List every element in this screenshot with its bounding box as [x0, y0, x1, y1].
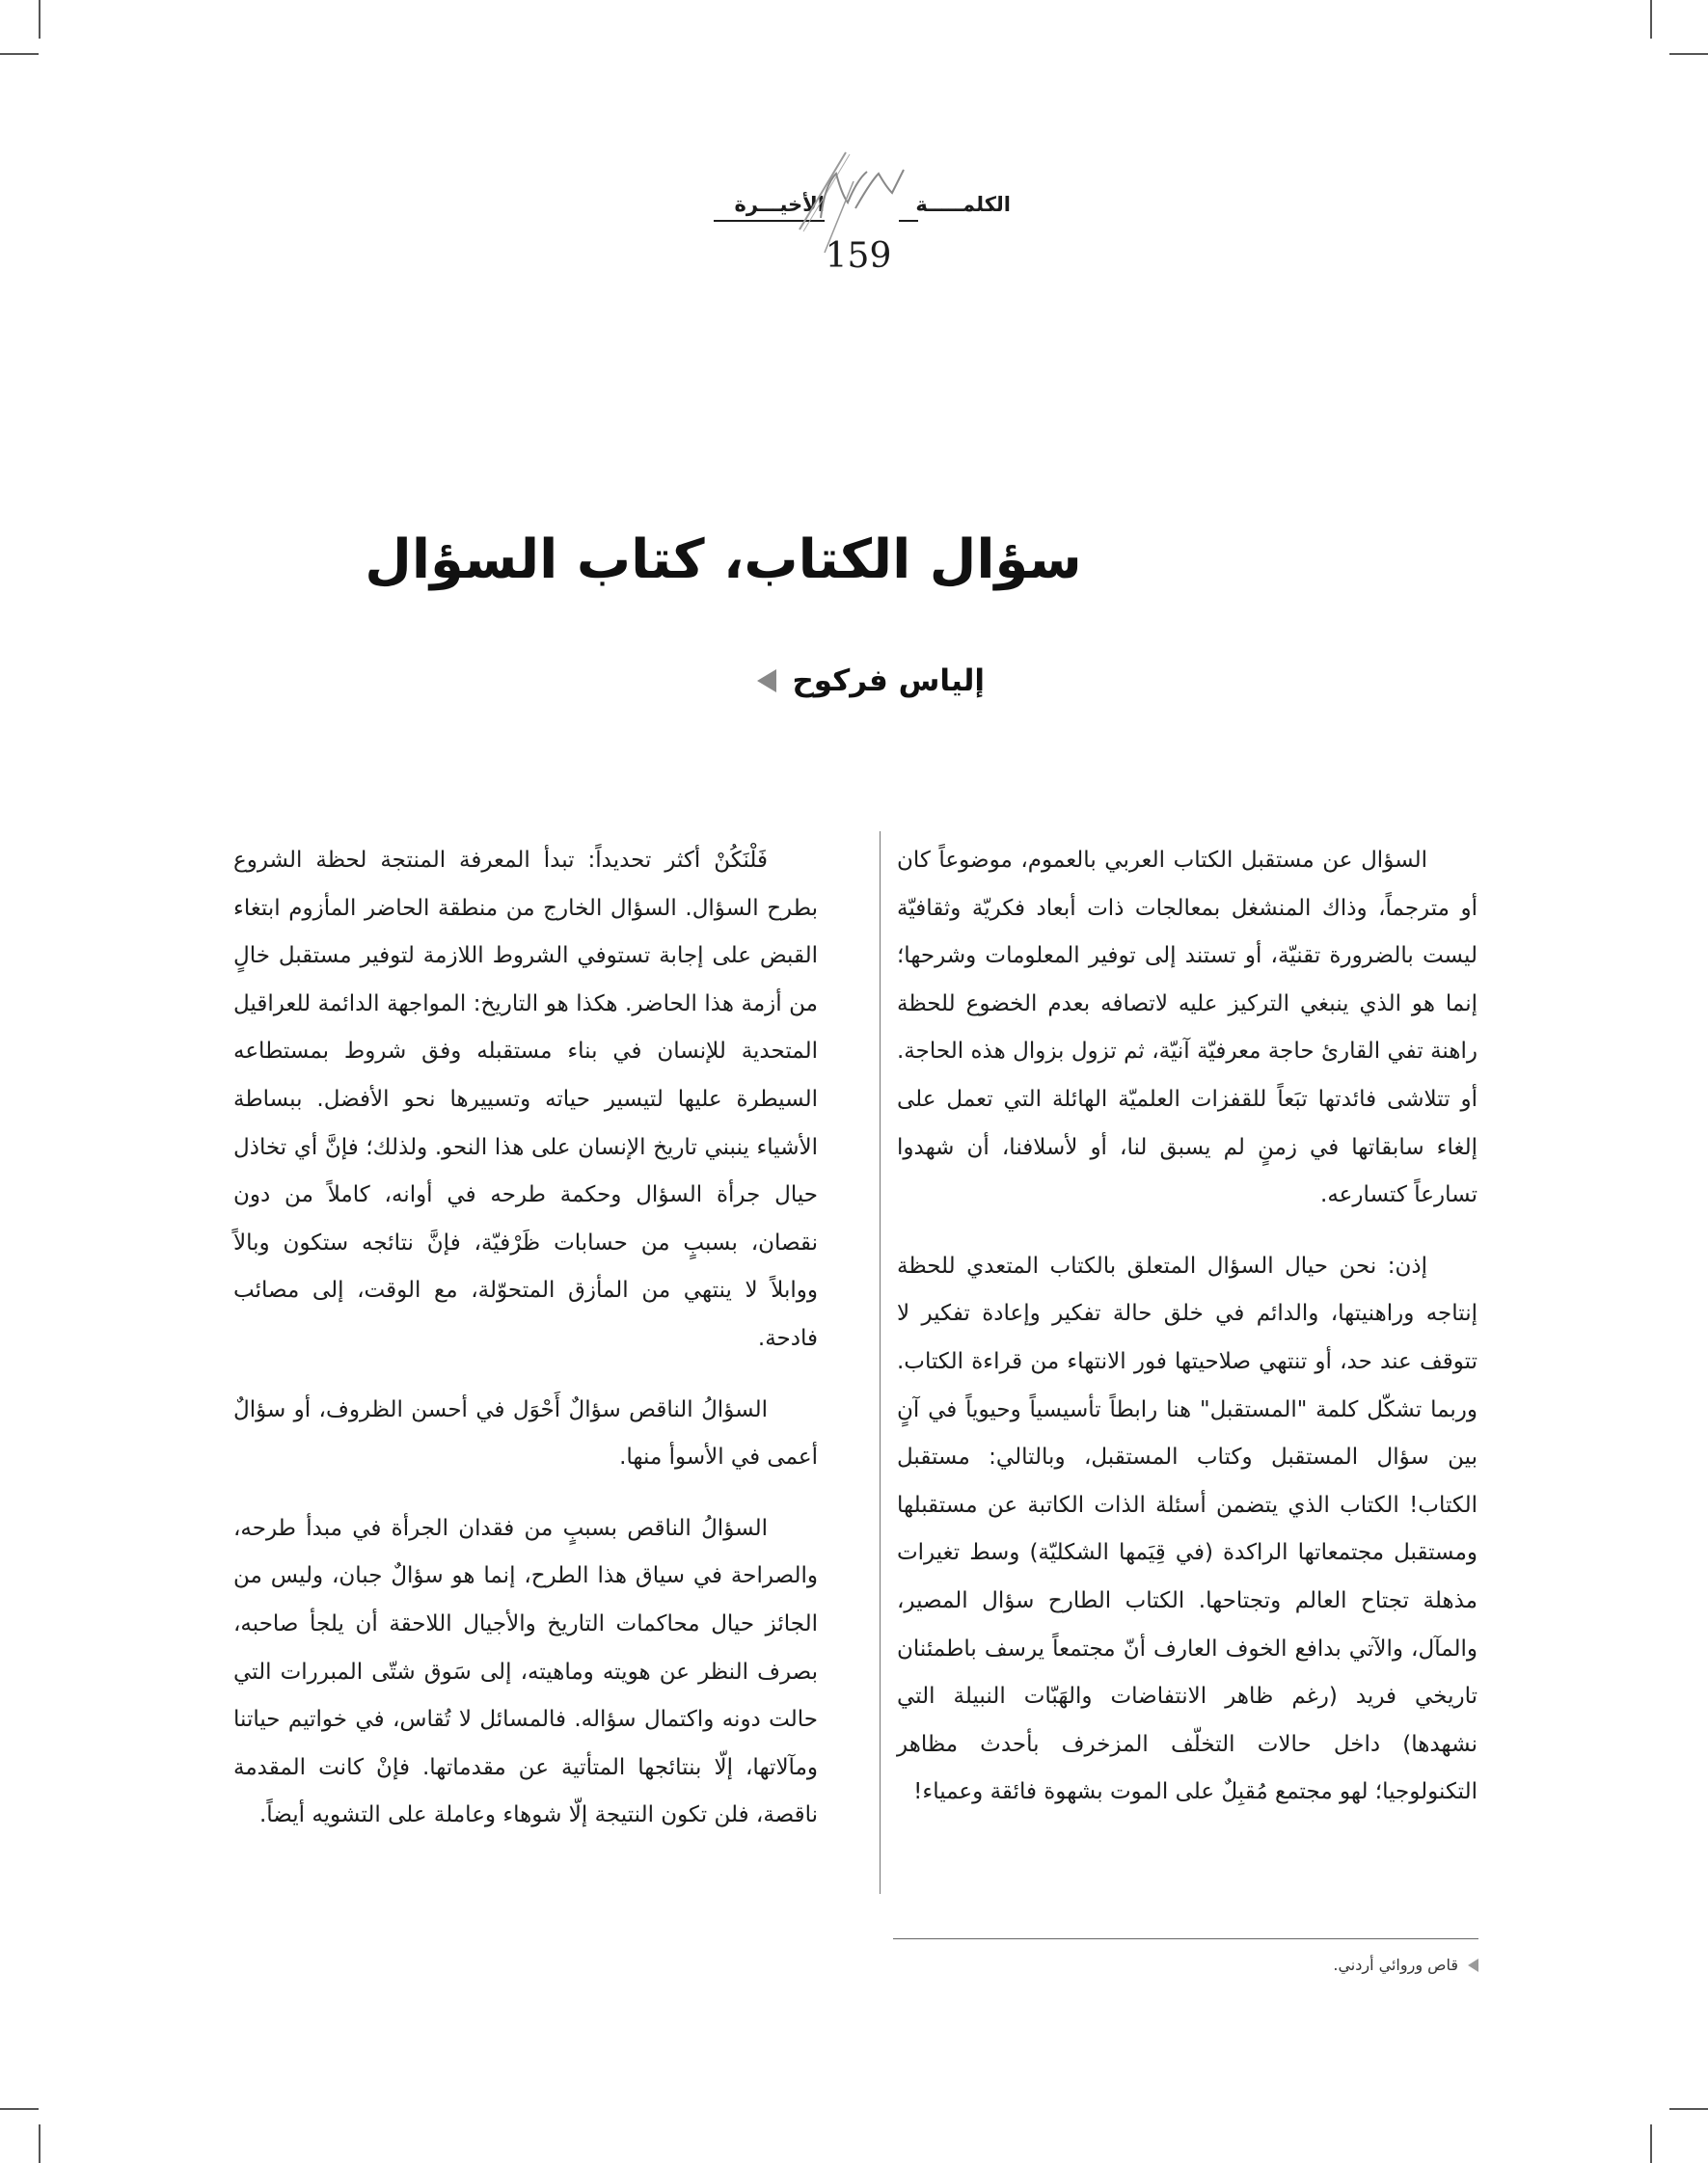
author-line [757, 663, 985, 698]
running-header [617, 145, 1119, 289]
crop-mark [39, 2124, 41, 2163]
footnote-rule [893, 1938, 1478, 1939]
section-label-2: الأخيـــرة [734, 193, 825, 216]
column-divider [880, 831, 881, 1894]
triangle-bullet-icon [1468, 1959, 1478, 1972]
article-title: سؤال الكتاب، كتاب السؤال [365, 528, 1082, 591]
footnote-text: قاص وروائي أردني. [1333, 1956, 1458, 1974]
crop-mark [0, 53, 39, 55]
triangle-bullet-icon [757, 669, 776, 692]
crop-mark [0, 2108, 39, 2110]
text-column-left [233, 837, 818, 1863]
paragraph: السؤال عن مستقبل الكتاب العربي بالعموم، موضوعاً كان أو مترجماً، وذاك المنشغل بمعالجات ذات أبعاد فكريّة وثقافيّة ليست بالضرورة تقنيّة، أو تستند إلى توفير المعلومات وشرحها؛ إنما هو الذي ينبغي التركيز عليه لاتصافه بعدم الخضوع للحظة راهنة تفي القارئ حاجة معرفيّة آنيّة، ثم تزول بزوال هذه الحاجة. أو تتلاشى فائدتها تبَعاً للقفزات العلميّة الهائلة التي تعمل على إلغاء سابقاتها في زمنٍ لم يسبق لنا، أو لأسلافنا، أن شهدوا تسارعاً كتسارعه. [897, 848, 1478, 1208]
crop-mark [1669, 53, 1708, 55]
section-label: الكلمـــــة [915, 193, 1011, 216]
paragraph: إذن: نحن حيال السؤال المتعلق بالكتاب المتعدي للحظة إنتاجه وراهنيتها، والدائم في خلق حالة تفكير وإعادة تفكير لا تتوقف عند حد، أو تنتهي صلاحيتها فور الانتهاء من قراءة الكتاب. وربما تشكّل كلمة "المستقبل" هنا رابطاً تأسيسياً وحيوياً في آنٍ بين سؤال المستقبل وكتاب المستقبل، وبالتالي: مستقبل الكتاب! الكتاب الذي يتضمن أسئلة الذات الكاتبة عن مستقبلها ومستقبل مجتمعاتها الراكدة (في قِيَمها الشكليّة) وسط تغيرات مذهلة تجتاح العالم وتجتاحها. الكتاب الطارح سؤال المصير، والمآل، والآتي بدافع الخوف العارف أنّ مجتمعاً يرسف باطمئنان تاريخي فريد (رغم ظاهر الانتفاضات والهَبّات النبيلة التي نشهدها) داخل حالات التخلّف المزخرف بأحدث مظاهر التكنولوجيا؛ لهو مجتمع مُقبِلٌ على الموت بشهوة فائقة وعمياء! [897, 1253, 1478, 1805]
author-name: إلياس فركوح [792, 663, 985, 698]
footnote [1333, 1956, 1478, 1974]
crop-mark [39, 0, 41, 39]
page-number: 159 [825, 236, 892, 276]
crop-mark [1650, 2124, 1652, 2163]
paragraph: فَلْنَكُنْ أكثر تحديداً: تبدأ المعرفة المنتجة لحظة الشروع بطرح السؤال. السؤال الخارج من منطقة الحاضر المأزوم ابتغاء القبض على إجابة تستوفي الشروط اللازمة لتوفير مستقبل خالٍ من أزمة هذا الحاضر. هكذا هو التاريخ: المواجهة الدائمة للعراقيل المتحدية للإنسان في بناء مستقبله وفق شروط بمستطاعه السيطرة عليها لتيسير حياته وتسييرها نحو الأفضل. ببساطة الأشياء ينبني تاريخ الإنسان على هذا النحو. ولذلك؛ فإنَّ أي تخاذل حيال جرأة السؤال وحكمة طرحه في أوانه، كاملاً من دون نقصان، بسببٍ من حسابات ظَرْفيّة، فإنَّ نتائجه ستكون وبالاً ووابلاً لا ينتهي من المأزق المتحوّلة، مع الوقت، إلى مصائب فادحة. [233, 848, 818, 1351]
paragraph: السؤالُ الناقص سؤالٌ أَحْوَل في أحسن الظروف، أو سؤالٌ أعمى في الأسوأ منها. [233, 1396, 818, 1471]
crop-mark [1650, 0, 1652, 39]
crop-mark [1669, 2108, 1708, 2110]
text-column-right [897, 837, 1478, 1840]
paragraph: السؤالُ الناقص بسببٍ من فقدان الجرأة في مبدأ طرحه، والصراحة في سياق هذا الطرح، إنما هو سؤالٌ جبان، وليس من الجائز حيال محاكمات التاريخ والأجيال اللاحقة أن يلجأ صاحبه، بصرف النظر عن هويته وماهيته، إلى سَوق شتّى المبررات التي حالت دونه واكتمال سؤاله. فالمسائل لا تُقاس، في خواتيم حياتنا ومآلاتها، إلّا بنتائجها المتأتية عن مقدماتها. فإنْ كانت المقدمة ناقصة، فلن تكون النتيجة إلّا شوهاء وعاملة على التشويه أيضاً. [233, 1515, 818, 1828]
